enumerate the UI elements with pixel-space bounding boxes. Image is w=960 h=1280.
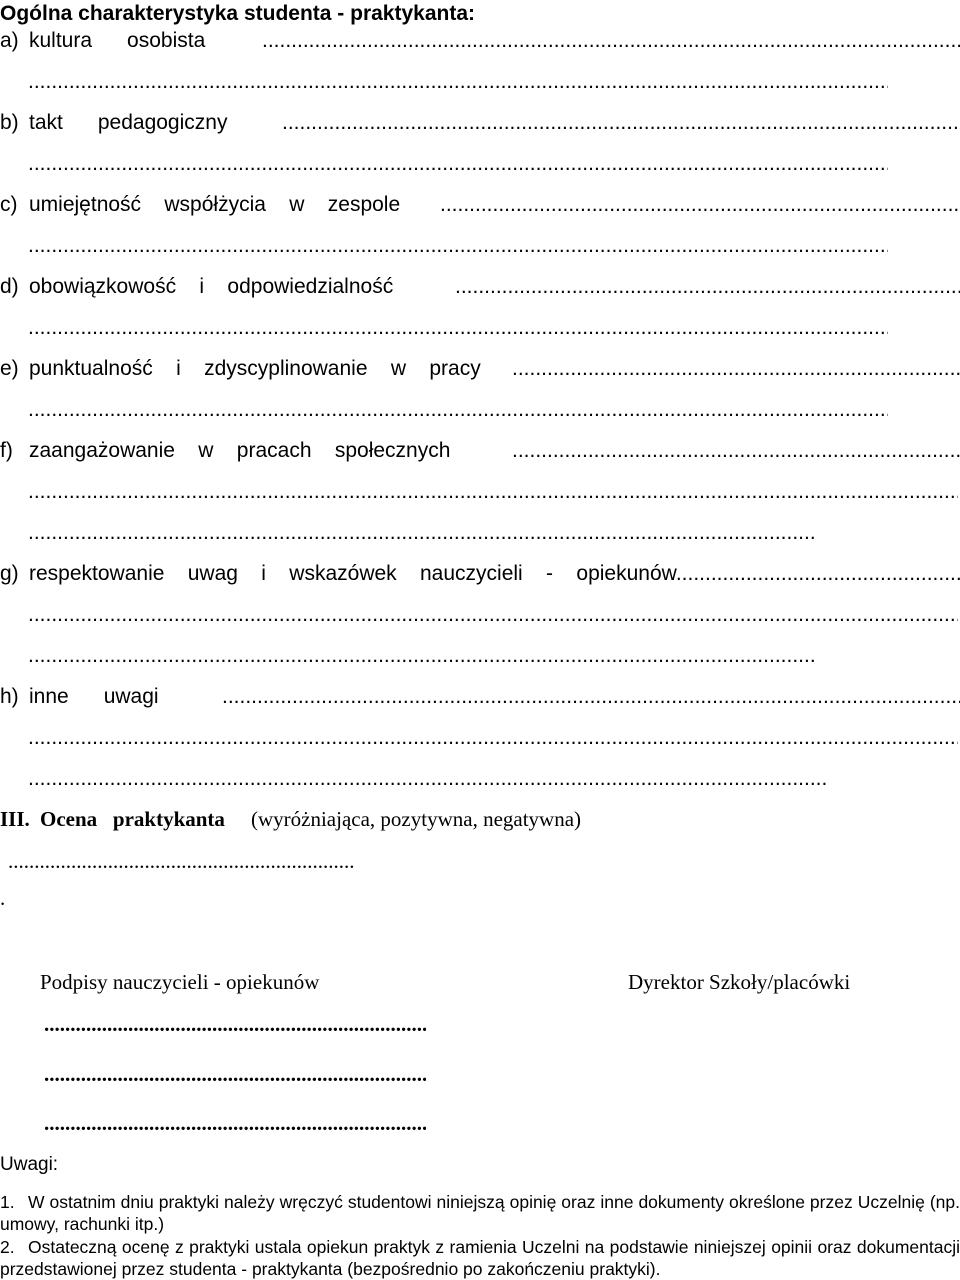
item-marker-b: b) <box>0 111 19 134</box>
note-item-2 <box>0 1236 960 1280</box>
section-number: III. <box>0 807 30 831</box>
item-marker-d: d) <box>0 275 19 298</box>
teacher-signature-line-3 <box>44 1113 426 1134</box>
note-text-1: W ostatnim dniu praktyki należy wręczyć studentowi niniejszą opinię oraz inne dokumenty określone przez Uczelnię (np. umowy, rachunki itp.) <box>0 1192 960 1234</box>
director-signature-label: Dyrektor Szkoły/placówki <box>628 970 851 994</box>
note-number-1: 1. <box>0 1192 15 1212</box>
teacher-signature-line-1 <box>44 1014 426 1035</box>
item-label-b: takt pedagogiczny <box>29 111 228 134</box>
answer-line-g-3 <box>28 645 816 666</box>
item-label-f: zaangażowanie w pracach społecznych <box>29 439 451 462</box>
item-label-h: inne uwagi <box>29 685 159 708</box>
item-marker-h: h) <box>0 685 19 708</box>
answer-line-f-3 <box>28 522 816 543</box>
item-label-d: obowiązkowość i odpowiedzialność <box>29 275 394 298</box>
answer-line-h-2 <box>28 727 958 748</box>
answer-line-c <box>440 194 960 215</box>
note-text-2: Ostateczną ocenę z praktyki ustala opiekun praktyk z ramienia Uczelni na podstawie niniejszej opinii oraz dokumentacji przedstawionej przez studenta - praktykanta (bezpośrednio po zakończeniu praktyki). <box>0 1237 960 1279</box>
teachers-signature-label: Podpisy nauczycieli - opiekunów <box>40 970 320 994</box>
page-heading: Ogólna charakterystyka studenta - praktykanta: <box>0 2 476 25</box>
answer-line-d-2 <box>28 317 888 338</box>
item-label-g: respektowanie uwag i wskazówek nauczycieli - opiekunów <box>29 562 677 585</box>
answer-line-e-2 <box>28 399 888 420</box>
section-title: Ocena praktykanta <box>40 807 225 831</box>
answer-line-h-3 <box>28 768 828 789</box>
item-marker-e: e) <box>0 357 19 380</box>
answer-line-f <box>512 440 960 461</box>
rating-period: . <box>0 886 6 910</box>
notes-title: Uwagi: <box>0 1154 59 1175</box>
answer-line-h <box>222 686 960 707</box>
item-marker-a: a) <box>0 29 19 52</box>
answer-line-d <box>455 276 960 297</box>
answer-line-a-2 <box>28 71 888 92</box>
answer-line-g <box>670 563 960 584</box>
answer-line-e <box>512 358 960 379</box>
answer-line-c-2 <box>28 235 888 256</box>
item-label-e: punktualność i zdyscyplinowanie w pracy <box>29 357 481 380</box>
answer-line-b <box>282 112 960 133</box>
item-marker-f: f) <box>0 439 13 462</box>
note-number-2: 2. <box>0 1237 15 1257</box>
answer-line-a <box>262 30 960 51</box>
rating-answer-line <box>8 851 354 872</box>
answer-line-g-2 <box>28 604 958 625</box>
answer-line-f-2 <box>28 481 958 502</box>
answer-line-b-2 <box>28 153 888 174</box>
rating-options: (wyróżniająca, pozytywna, negatywna) <box>251 807 582 831</box>
note-item-1 <box>0 1191 960 1235</box>
item-label-c: umiejętność współżycia w zespole <box>29 193 401 216</box>
item-marker-c: c) <box>0 193 18 216</box>
teacher-signature-line-2 <box>44 1064 426 1085</box>
item-label-a: kultura osobista <box>29 29 206 52</box>
item-marker-g: g) <box>0 562 19 585</box>
